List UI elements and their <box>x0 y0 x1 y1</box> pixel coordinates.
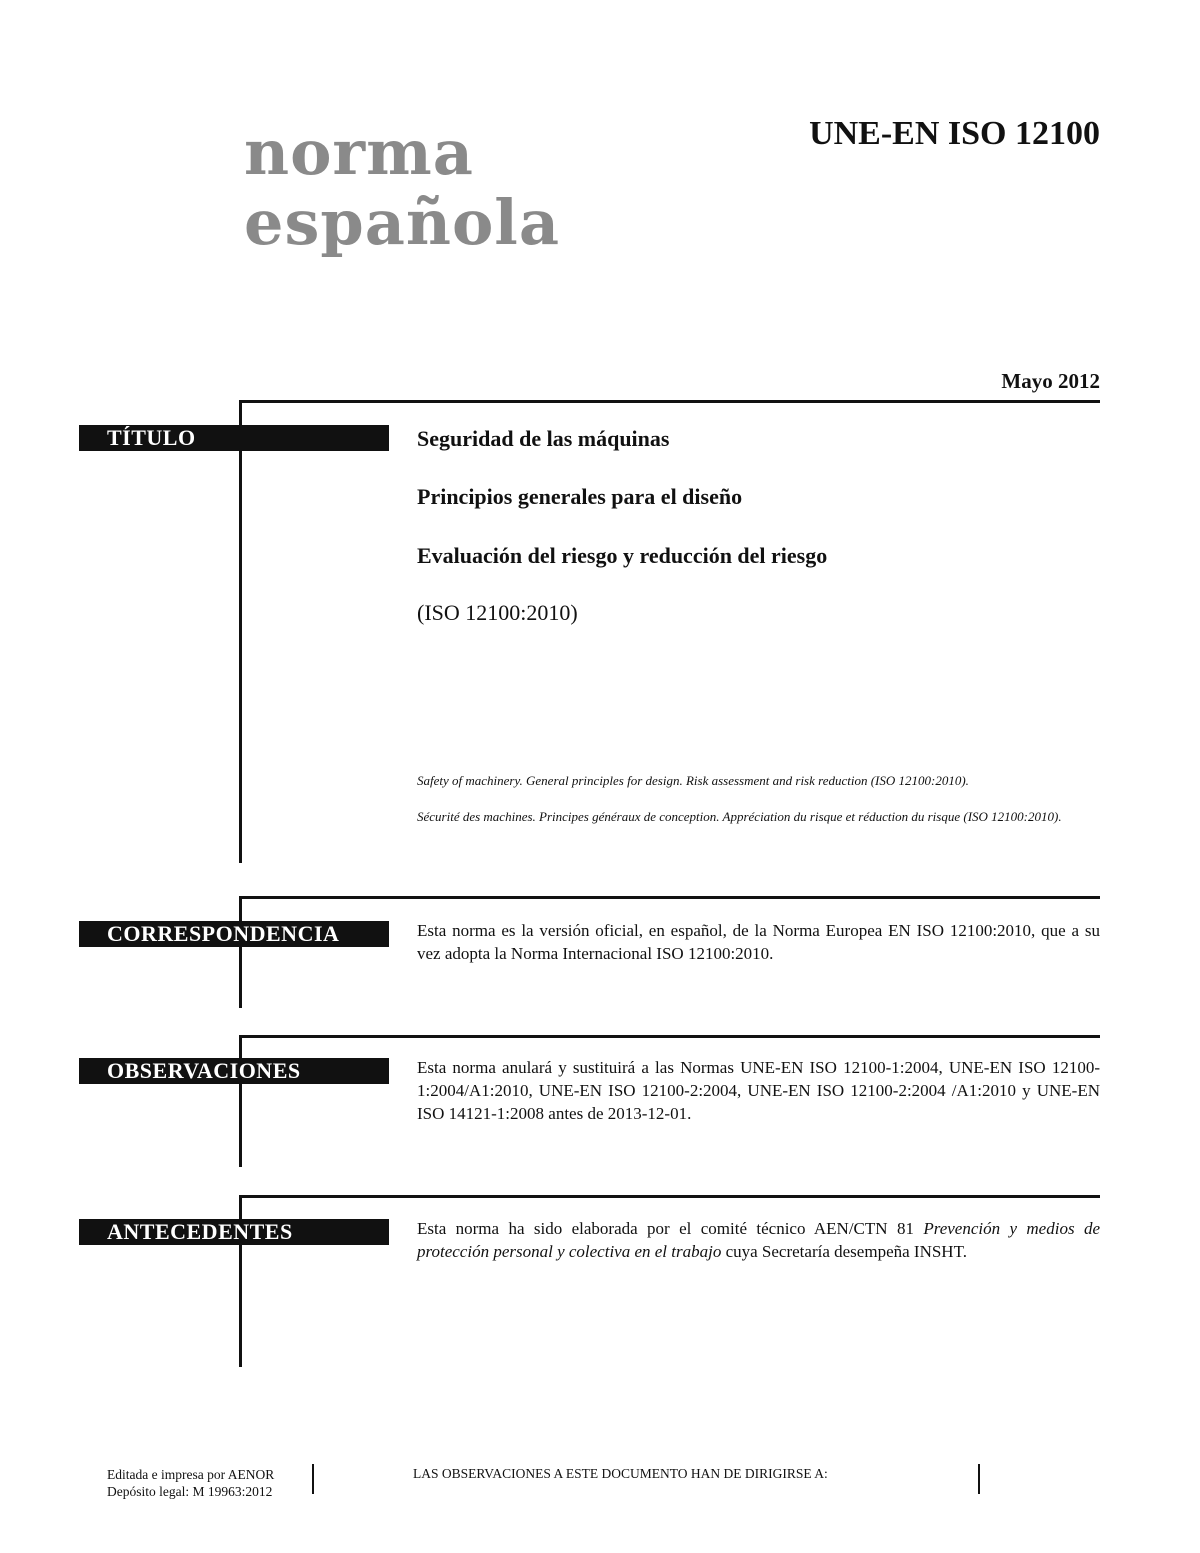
footer-divider-right <box>978 1464 980 1494</box>
observaciones-text: Esta norma anulará y sustituirá a las Normas UNE-EN ISO 12100-1:2004, UNE-EN ISO 12100-1:2004/A1:2010, UNE-EN ISO 12100-2:2004, UNE-EN ISO 12100-2:2004 /A1:2010 y UNE-EN ISO 14121-1:2008 antes de 2013-12-01. <box>417 1058 1100 1123</box>
antecedentes-text <box>417 1217 1100 1263</box>
correspondencia-text: Esta norma es la versión oficial, en español, de la Norma Europea EN ISO 12100:2010, que a su vez adopta la Norma Internacional ISO 12100:2010. <box>417 921 1100 963</box>
publication-date: Mayo 2012 <box>1001 369 1100 393</box>
title-line-3: Evaluación del riesgo y reducción del riesgo <box>417 543 828 568</box>
english-title: Safety of machinery. General principles for design. Risk assessment and risk reduction (ISO 12100:2010). <box>417 773 969 788</box>
brand-line-2: española <box>244 186 561 259</box>
title-line-1: Seguridad de las máquinas <box>417 426 670 451</box>
section-divider-correspondencia <box>240 896 1100 899</box>
section-rule-titulo <box>239 400 242 863</box>
antecedentes-text-start: Esta norma ha sido elaborada por el comité técnico AEN/CTN 81 <box>417 1219 924 1238</box>
section-rule-observaciones <box>239 1035 242 1167</box>
footer-divider-left <box>312 1464 314 1494</box>
section-rule-correspondencia <box>239 896 242 1008</box>
section-divider-observaciones <box>240 1035 1100 1038</box>
publisher-line: Editada e impresa por AENOR <box>107 1467 275 1482</box>
legal-deposit: Depósito legal: M 19963:2012 <box>107 1484 273 1499</box>
iso-reference: (ISO 12100:2010) <box>417 600 578 625</box>
antecedentes-text-end: cuya Secretaría desempeña INSHT. <box>721 1242 967 1261</box>
french-title: Sécurité des machines. Principes généraux de conception. Appréciation du risque et réduction du risque (ISO 12100:2010). <box>417 809 1062 824</box>
brand-line-1: norma <box>244 116 474 189</box>
section-label-correspondencia: CORRESPONDENCIA <box>79 921 389 947</box>
section-label-titulo: TÍTULO <box>79 425 389 451</box>
observations-address: LAS OBSERVACIONES A ESTE DOCUMENTO HAN DE DIRIGIRSE A: <box>413 1466 828 1481</box>
section-divider-titulo <box>240 400 1100 403</box>
standard-code: UNE-EN ISO 12100 <box>809 115 1100 152</box>
section-label-antecedentes: ANTECEDENTES <box>79 1219 389 1245</box>
section-label-observaciones: OBSERVACIONES <box>79 1058 389 1084</box>
title-line-2: Principios generales para el diseño <box>417 484 743 509</box>
publisher-info <box>107 1466 274 1500</box>
section-divider-antecedentes <box>240 1195 1100 1198</box>
brand-wordmark <box>244 118 560 258</box>
committee-name: Prevención y medios de protección personal y colectiva en el trabajo <box>417 1219 1100 1261</box>
